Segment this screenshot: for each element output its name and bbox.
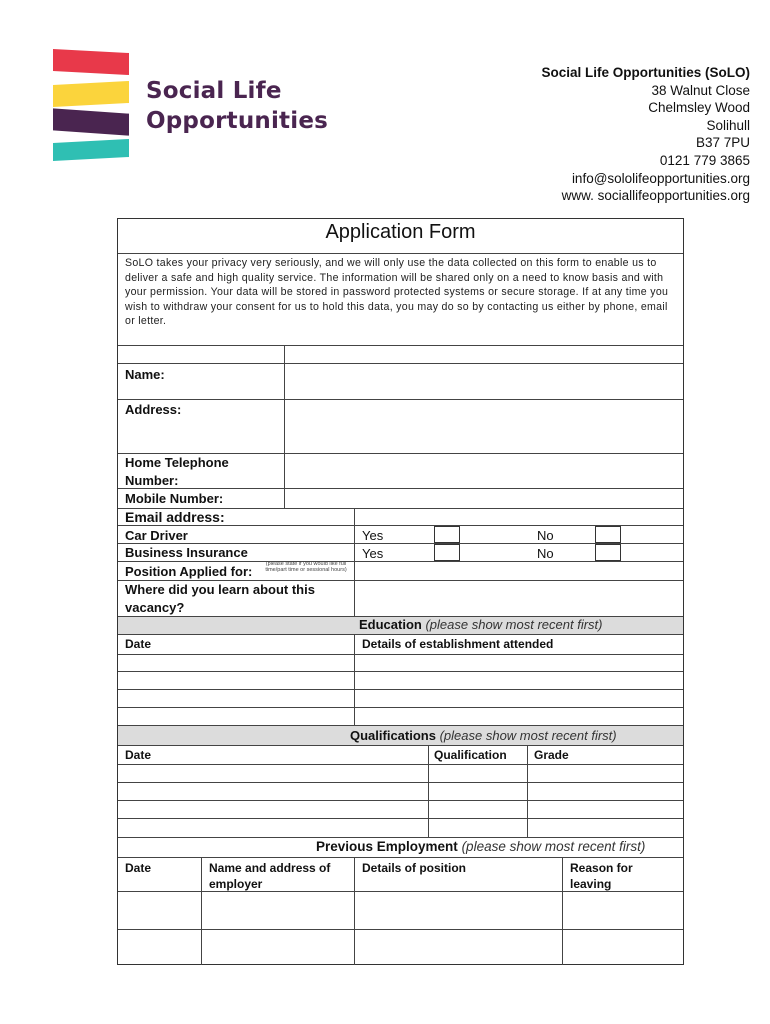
divider xyxy=(118,782,683,783)
employment-title: Previous Employment xyxy=(316,839,458,854)
divider xyxy=(118,837,683,838)
address-street: 38 Walnut Close xyxy=(651,82,750,98)
divider xyxy=(118,891,683,892)
logo-stripe-red xyxy=(53,49,129,75)
logo-wordmark xyxy=(146,76,328,136)
car-driver-no-checkbox[interactable] xyxy=(595,526,621,543)
address-phone: 0121 779 3865 xyxy=(659,152,750,168)
logo-line-2: Opportunities xyxy=(146,108,329,134)
organisation-address xyxy=(541,64,750,205)
divider xyxy=(118,725,683,726)
logo-stripe-teal xyxy=(53,139,129,161)
address-area: Chelmsley Wood xyxy=(648,100,750,116)
address-label: Address: xyxy=(125,402,182,417)
education-details-header: Details of establishment attended xyxy=(362,637,554,651)
divider xyxy=(118,800,683,801)
divider xyxy=(118,745,683,746)
reason-leaving-header: Reason for leaving xyxy=(570,861,633,891)
mobile-field[interactable] xyxy=(285,489,684,508)
divider xyxy=(354,857,355,965)
logo-stripe-yellow xyxy=(53,81,129,107)
divider xyxy=(118,707,683,708)
business-insurance-no-checkbox[interactable] xyxy=(595,544,621,561)
divider xyxy=(428,745,429,837)
business-insurance-label: Business Insurance xyxy=(125,545,248,560)
education-title: Education xyxy=(359,617,422,632)
divider xyxy=(118,764,683,765)
qualifications-heading xyxy=(350,728,617,743)
where-learn-label: Where did you learn about this vacancy? xyxy=(125,582,315,615)
address-town: Solihull xyxy=(706,117,750,133)
address-field[interactable] xyxy=(285,400,684,453)
employment-date-header: Date xyxy=(125,861,152,875)
position-details-header: Details of position xyxy=(362,861,467,875)
address-website: www. sociallifeopportunities.org xyxy=(561,188,750,204)
divider xyxy=(118,345,683,346)
logo-line-1: Social Life xyxy=(146,78,282,104)
email-field[interactable] xyxy=(355,509,684,525)
home-telephone-label: Home Telephone Number: xyxy=(125,455,229,488)
business-insurance-yes-checkbox[interactable] xyxy=(434,544,460,561)
divider xyxy=(527,745,528,837)
employer-header: Name and address of employer xyxy=(209,861,331,891)
where-learn-field[interactable] xyxy=(355,581,684,615)
divider xyxy=(354,634,355,725)
car-driver-yes-checkbox[interactable] xyxy=(434,526,460,543)
divider xyxy=(118,253,683,254)
qualifications-date-header: Date xyxy=(125,748,152,762)
name-field[interactable] xyxy=(285,364,684,399)
application-form xyxy=(117,218,684,965)
qualifications-title: Qualifications xyxy=(350,728,436,743)
mobile-label: Mobile Number: xyxy=(125,491,224,506)
education-date-header: Date xyxy=(125,637,152,651)
divider xyxy=(118,654,683,655)
position-note: (please state if you would like full time/part time or sessional hours) xyxy=(265,561,347,573)
education-heading xyxy=(359,617,602,632)
divider xyxy=(118,634,683,635)
divider xyxy=(118,616,683,617)
divider xyxy=(118,857,683,858)
business-insurance-no-label: No xyxy=(537,546,554,561)
car-driver-no-label: No xyxy=(537,528,554,543)
home-telephone-field[interactable] xyxy=(285,454,684,488)
employment-heading xyxy=(316,839,645,854)
employment-note: (please show most recent first) xyxy=(461,839,646,854)
qualification-header: Qualification xyxy=(434,748,507,762)
divider xyxy=(118,818,683,819)
address-postcode: B37 7PU xyxy=(695,135,750,151)
org-name: Social Life Opportunities (SoLO) xyxy=(541,65,750,80)
email-label: Email address: xyxy=(125,509,225,525)
address-email: info@sololifeopportunities.org xyxy=(571,170,750,186)
position-field[interactable] xyxy=(355,562,684,580)
form-title: Application Form xyxy=(325,221,476,243)
position-label: Position Applied for: xyxy=(125,564,253,579)
car-driver-label: Car Driver xyxy=(125,528,188,543)
divider xyxy=(118,671,683,672)
divider xyxy=(118,689,683,690)
grade-header: Grade xyxy=(534,748,569,762)
logo-stripe-purple xyxy=(53,108,129,135)
divider xyxy=(201,857,202,965)
car-driver-yes-label: Yes xyxy=(362,528,384,543)
qualifications-note: (please show most recent first) xyxy=(439,728,617,743)
divider xyxy=(118,929,683,930)
privacy-notice: SoLO takes your privacy very seriously, and we will only use the data collected on this form to enable us to deliver a safe and high quality service. The information will be shared only on a need to know basis and with your permission. Your data will be stored in password protected systems or secure storage. If at any time you wish to withdraw your consent for us to hold this data, you may do so by contacting us either by phone, email or letter. xyxy=(125,257,669,327)
education-note: (please show most recent first) xyxy=(425,617,603,632)
business-insurance-yes-label: Yes xyxy=(362,546,384,561)
name-label: Name: xyxy=(125,367,165,382)
divider xyxy=(562,857,563,965)
solo-logo xyxy=(50,48,350,166)
